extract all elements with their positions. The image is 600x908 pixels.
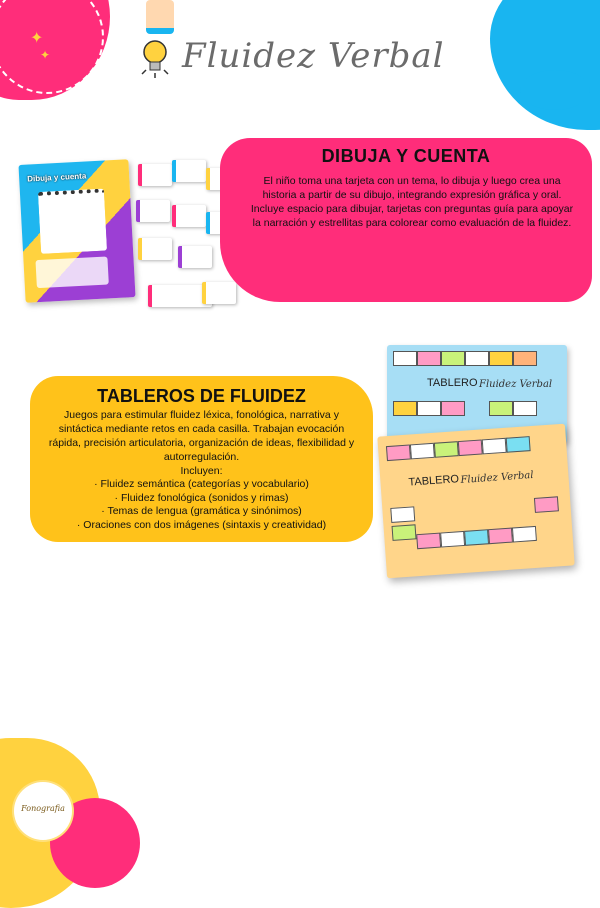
decorative-blob-top-right — [490, 0, 600, 130]
tableros-card — [30, 376, 373, 542]
board-title: TABLERO — [408, 473, 460, 489]
tableros-heading: TABLEROS DE FLUIDEZ — [97, 386, 306, 406]
dibuja-book-image — [18, 159, 135, 303]
tableros-includes-label: Incluyen: — [180, 465, 223, 477]
hand-illustration — [146, 0, 174, 34]
tableros-list — [40, 478, 363, 532]
dibuja-y-cuenta-card — [220, 138, 592, 302]
question-card — [136, 200, 170, 222]
question-card — [178, 246, 212, 268]
board-title: TABLERO — [427, 377, 478, 389]
list-item: · Fluidez fonológica (sonidos y rimas) — [114, 491, 289, 504]
decorative-blob-top-right-small — [520, 70, 590, 110]
dibuja-heading: DIBUJA Y CUENTA — [321, 146, 491, 166]
tableros-intro — [42, 408, 361, 478]
list-item: · Oraciones con dos imágenes (sintaxis y creatividad) — [76, 518, 327, 531]
board-script-title: Fluidez Verbal — [479, 379, 553, 390]
sparkle-icon: ✦ — [40, 48, 51, 62]
lightbulb-icon — [140, 38, 170, 78]
list-item: · Fluidez semántica (categorías y vocabulario) — [94, 478, 309, 490]
tableros-intro-text: Juegos para estimular fluidez léxica, fonológica, narrativa y sintáctica mediante retos en cada casilla. Trabajan evocación rápida, precisión articulatoria, organización de ideas, flexibilidad y autorregulación. — [48, 409, 355, 463]
question-card — [172, 160, 206, 182]
sparkle-icon: ✦ — [30, 28, 44, 47]
book-question-box — [35, 256, 108, 288]
question-card — [138, 164, 172, 186]
board-image-yellow — [377, 424, 574, 579]
list-item: · Temas de lengua (gramática y sinónimos) — [101, 505, 302, 517]
page-title: Fluidez Verbal — [182, 36, 445, 76]
dibuja-description: El niño toma una tarjeta con un tema, lo dibuja y luego crea una historia a partir de su dibujo, integrando expresión gráfica y oral. Incluye espacio para dibujar, tarjetas con preguntas guía para apoyar la narración y estrellitas para colorear como evaluación de la fluidez. — [250, 175, 574, 229]
board-script-title: Fluidez Verbal — [460, 469, 534, 487]
question-card — [172, 205, 206, 227]
logo-text: Fonografia — [21, 804, 65, 813]
question-card — [202, 282, 236, 304]
book-title: Dibuja y cuenta — [26, 171, 87, 184]
brand-logo — [14, 782, 72, 840]
book-drawing-area — [38, 189, 107, 254]
question-card — [138, 238, 172, 260]
decorative-dashed-circle — [0, 0, 104, 94]
